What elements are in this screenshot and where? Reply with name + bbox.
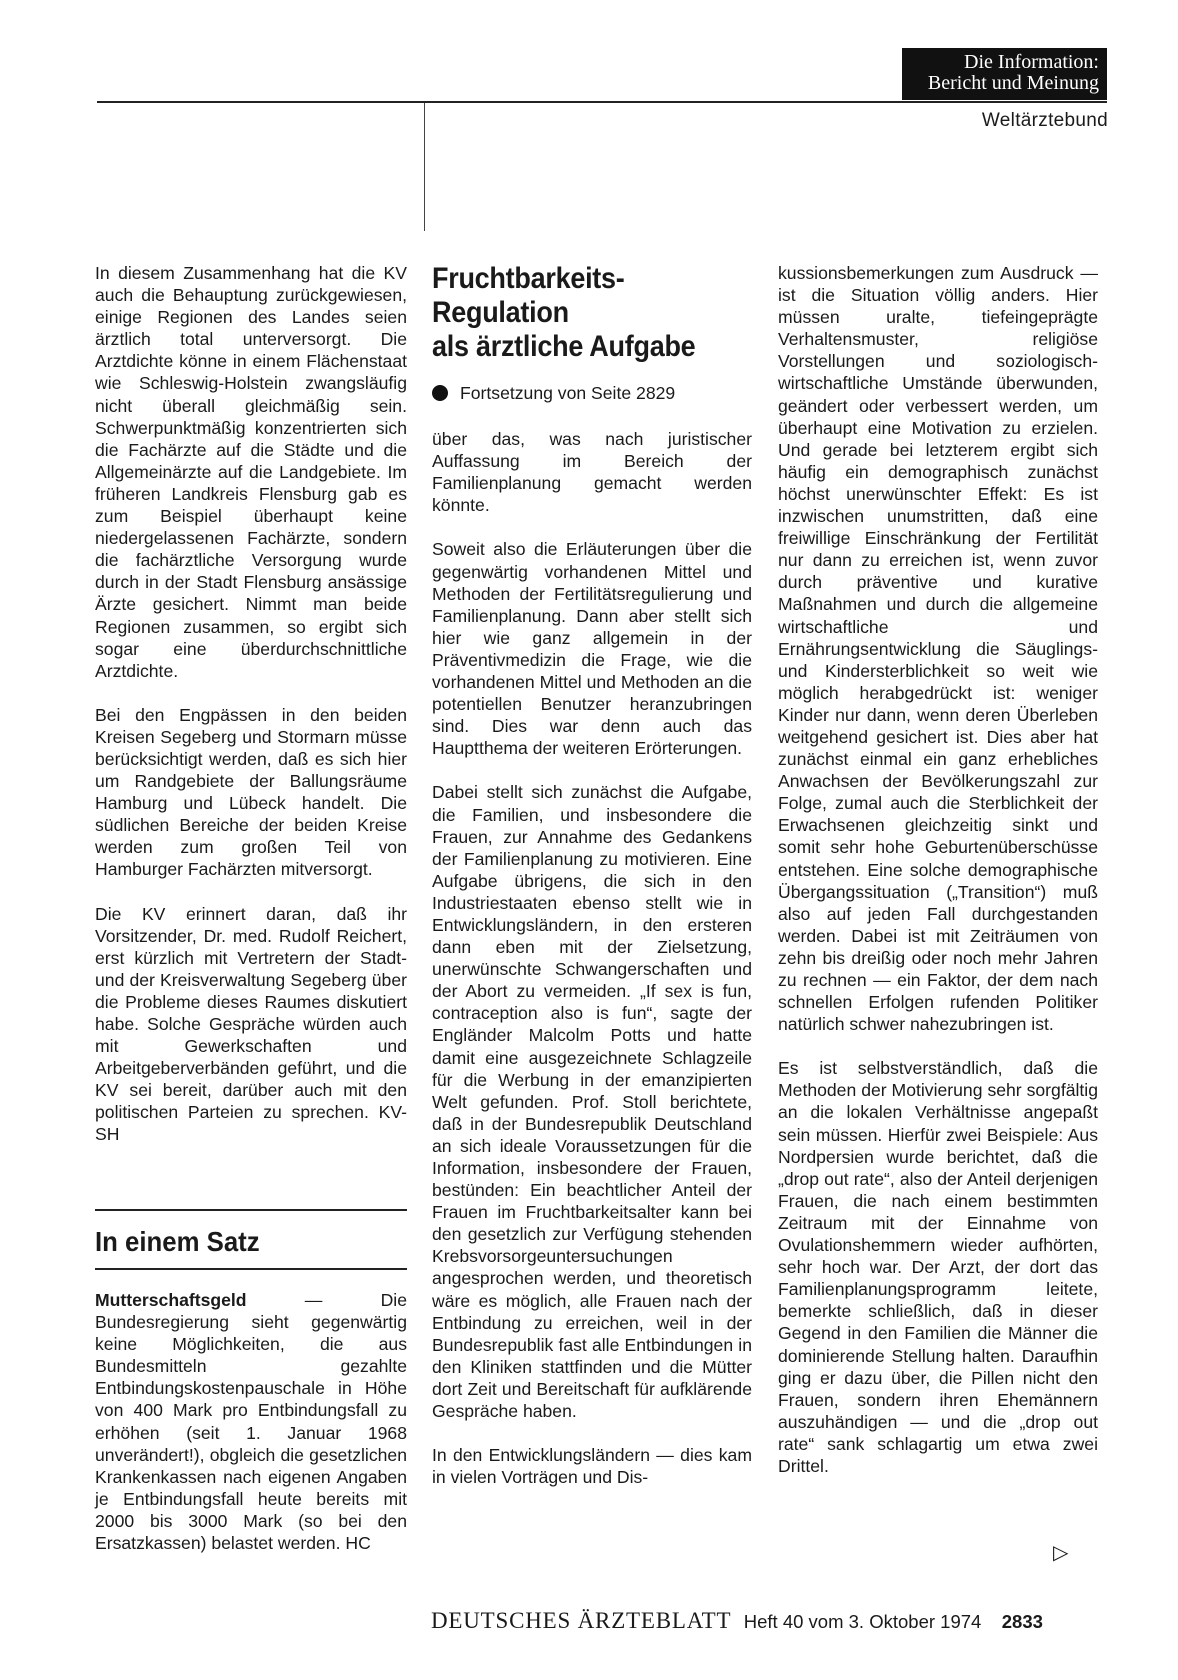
- headline-line-1: Fruchtbarkeits-: [432, 262, 625, 295]
- continuation-text: Fortsetzung von Seite 2829: [460, 383, 676, 403]
- subsection-label: Weltärztebund: [981, 110, 1108, 131]
- headline-line-3: als ärztliche Aufgabe: [432, 330, 696, 363]
- box-signature: HC: [345, 1533, 371, 1554]
- col1-paragraph-2: Bei den Engpässen in den beiden Kreisen Segeberg und Stormarn müsse berücksichtigt werden, daß es sich hier um Randgebiete der Ballungsräume Hamburg und Lübeck handelt. Die südlichen Bereiche der beiden Kreise werden zum großen Teil von Hamburger Fachärzten mitversorgt.: [95, 704, 407, 880]
- box-lead: Mutterschaftsgeld: [95, 1290, 247, 1310]
- col1-paragraph-3-text: Die KV erinnert daran, daß ihr Vorsitzender, Dr. med. Rudolf Reichert, erst kürzlich mit Vertretern der Stadt- und der Kreisverwaltung Segeberg über die Probleme dieses Raumes diskutiert habe. Solche Gespräche würden auch mit Gewerkschaften und Arbeitgeberverbänden geführt, und die KV sei bereit, darüber auch mit den politischen Parteien zu sprechen.: [95, 903, 407, 1123]
- col2-paragraph-4: In den Entwicklungsländern — dies kam in vielen Vorträgen und Dis-: [432, 1445, 752, 1488]
- col1-signature: KV-SH: [95, 1102, 407, 1145]
- section-label-line2: Bericht und Meinung: [927, 72, 1099, 94]
- headline-line-2: Regulation: [432, 296, 569, 329]
- continuation-note: [432, 382, 752, 404]
- column-divider: [424, 103, 425, 231]
- col2-paragraph-2: Soweit also die Erläuterungen über die gegenwärtig vorhandenen Mittel und Methoden der Fertilitätsregulierung und Familienplanung. Dann aber stellt sich hier wie ganz allgemein in der Präventivmedizin die Frage, wie die vorhandenen Mittel und Methoden an die potentiellen Benutzer heranzubringen sind. Dies war denn auch das Hauptthema der weiteren Erörterungen.: [432, 539, 752, 759]
- article-headline: [432, 262, 752, 364]
- continue-arrow-icon: ▷: [1053, 1542, 1069, 1564]
- column-1: [95, 262, 407, 1146]
- column-2: [432, 262, 752, 1488]
- journal-name: DEUTSCHES ÄRZTEBLATT: [431, 1608, 732, 1633]
- box-text: — Die Bundesregierung sieht gegenwärtig keine Möglichkeiten, die aus Bundesmitteln gezahlte Entbindungskostenpauschale in Höhe von 400 Mark pro Entbindungsfall zu erhöhen (seit 1. Januar 1968 unverändert!), obgleich die gesetzlichen Krankenkassen nach eigenen Angaben je Entbindungsfall heute bereits mit 2000 bis 3000 Mark (so bei den Ersatzkassen) belastet werden.: [95, 1290, 407, 1554]
- box-rule-top: [95, 1209, 407, 1211]
- col3-paragraph-2: Es ist selbstverständlich, daß die Methoden der Motivierung sehr sorgfältig an die lokalen Verhältnisse angepaßt sein müssen. Hierfür zwei Beispiele: Aus Nordpersien wurde berichtet, daß die „drop out rate“, also der Anteil derjenigen Frauen, die nach einem bestimmten Zeitraum mit der Einnahme von Ovulationshemmern wieder aufhörten, sehr hoch war. Der Arzt, der dort das Familienplanungsprogramm leitete, bemerkte schließlich, daß in dieser Gegend in den Familien die Männer die dominierende Stellung halten. Daraufhin ging er dazu über, die Pillen nicht den Frauen, sondern ihren Ehemännern auszuhändigen — und die „drop out rate“ sank schlagartig um etwa zwei Drittel.: [778, 1058, 1098, 1476]
- column-3: [778, 262, 1098, 1477]
- page-footer: [431, 1608, 1043, 1634]
- col2-paragraph-1: über das, was nach juristischer Auffassung im Bereich der Familienplanung gemacht werden könnte.: [432, 429, 752, 516]
- col3-paragraph-1: kussionsbemerkungen zum Ausdruck — ist die Situation völlig anders. Hier müssen uralte, tiefeingeprägte Verhaltensmuster, religiöse Vorstellungen und soziologisch-wirtschaftliche Umstände überwunden, geändert oder verbessert werden, um überhaupt eine Motivation zu erzielen. Und gerade bei letzterem ergibt sich häufig ein demographisch zunächst höchst unerwünschter Effekt: Es ist inzwischen unumstritten, daß eine freiwillige Einschränkung der Fertilität nur dann zu erreichen ist, wenn zuvor durch präventive und kurative Maßnahmen und durch die allgemeine wirtschaftliche und Ernährungsentwicklung die Säuglings- und Kindersterblichkeit so weit wie möglich herabgedrückt ist: weniger Kinder nur dann, wenn deren Überleben weitgehend gesichert ist. Dies aber hat zunächst einmal ein ganz erhebliches Anwachsen der Bevölkerungszahl zur Folge, zumal auch die Sterblichkeit der Erwachsenen gleichzeitig sinkt und somit sehr hohe Geburtenüberschüsse entstehen. Eine solche demographische Übergangssituation („Transition“) muß also auf jeden Fall durchgestanden werden. Dabei ist mit Zeiträumen von zehn bis dreißig oder noch mehr Jahren zu rechnen — ein Faktor, der dem nach schnellen Erfolgen rufenden Politiker natürlich schwer nahezubringen ist.: [778, 263, 1098, 1035]
- box-content: [95, 1289, 407, 1554]
- box-rule-bottom: [95, 1268, 407, 1270]
- bullet-icon: [432, 385, 448, 401]
- header-rule: [97, 101, 1107, 103]
- box-paragraph: [95, 1289, 407, 1554]
- col1-paragraph-3: [95, 903, 407, 1146]
- col1-paragraph-1: In diesem Zusammenhang hat die KV auch die Behauptung zurückgewiesen, einige Regionen des Landes seien ärztlich total unterversorgt. Die Arztdichte könne in einem Flächenstaat wie Schleswig-Holstein zwangsläufig nicht überall gleichmäßig sein. Schwerpunktmäßig konzentrierten sich die Fachärzte auf die Städte und die Allgemeinärzte auf die Landgebiete. Im früheren Landkreis Flensburg gab es zum Beispiel überhaupt keine niedergelassenen Fachärzte, sondern die fachärztliche Versorgung wurde durch in der Stadt Flensburg ansässige Ärzte gesichert. Nimmt man beide Regionen zusammen, so ergibt sich sogar eine überdurchschnittliche Arztdichte.: [95, 263, 407, 681]
- issue-info: Heft 40 vom 3. Oktober 1974: [743, 1611, 982, 1632]
- section-label-box: [902, 48, 1107, 100]
- section-label-line1: Die Information:: [964, 51, 1099, 73]
- page-number: 2833: [1001, 1611, 1043, 1632]
- col2-paragraph-3: Dabei stellt sich zunächst die Aufgabe, die Familien, und insbesondere die Frauen, zur Annahme des Gedankens der Familienplanung zu motivieren. Eine Aufgabe übrigens, die sich in den Industriestaaten ebenso stellt wie in Entwicklungsländern, in den ersteren dann eben mit der Zielsetzung, unerwünschte Schwangerschaften und der Abort zu vermeiden. „If sex is fun, contraception also is fun“, sagte der Engländer Malcolm Potts und hatte damit eine ausgezeichnete Schlagzeile für die Werbung in der emanzipierten Welt gefunden. Prof. Stoll berichtete, daß in der Bundesrepublik Deutschland an sich ideale Voraussetzungen für die Information, insbesondere der Frauen, bestünden: Ein beachtlicher Anteil der Frauen im Fruchtbarkeitsalter kann bei den gesetzlich zur Verfügung stehenden Krebsvorsorgeuntersuchungen angesprochen werden, und theoretisch wäre es möglich, alle Frauen nach der Entbindung zu erreichen, weil in der Bundesrepublik fast alle Entbindungen in den Kliniken stattfinden und die Mütter dort Zeit und Bereitschaft für aufklärende Gespräche haben.: [432, 782, 752, 1422]
- box-title: In einem Satz: [95, 1226, 260, 1257]
